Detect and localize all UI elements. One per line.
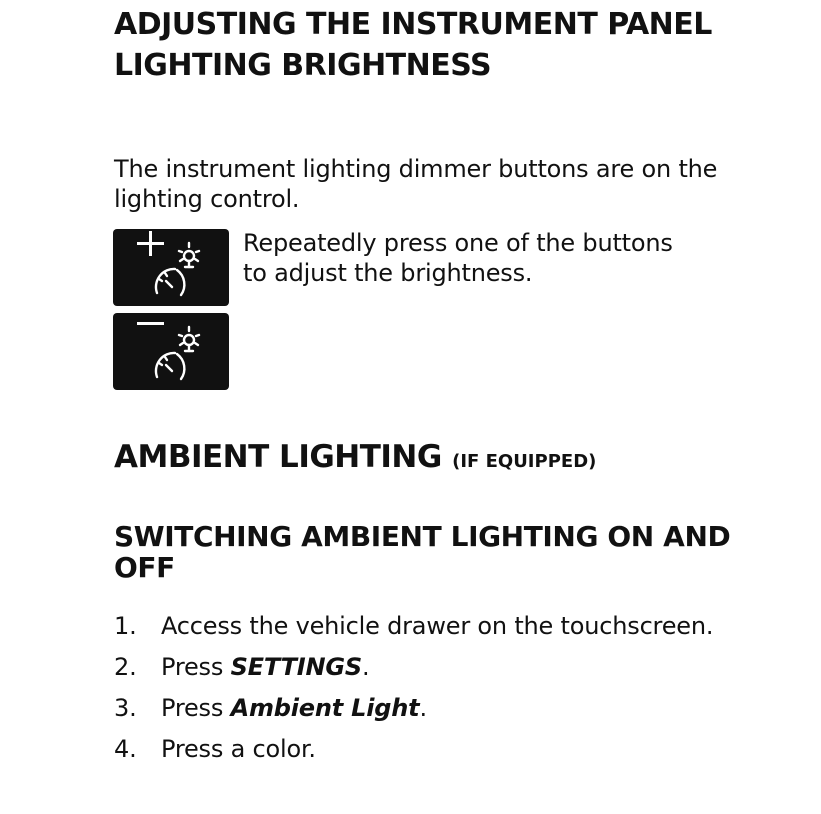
step-number: 2. (114, 653, 137, 681)
ambient-lighting-heading-main: AMBIENT LIGHTING (114, 439, 442, 475)
switching-ambient-heading: SWITCHING AMBIENT LIGHTING ON AND OFF (114, 520, 731, 584)
dimmer-increase-icon (113, 229, 229, 306)
if-equipped-note: (IF EQUIPPED) (452, 451, 597, 472)
step-number: 4. (114, 735, 137, 763)
step-prefix: Press (161, 653, 231, 681)
step-number: 1. (114, 612, 137, 640)
list-item (114, 611, 754, 641)
steps-list (114, 611, 754, 775)
list-item (114, 693, 754, 723)
settings-label: SETTINGS (230, 653, 362, 681)
step-text: Press a color. (161, 735, 316, 763)
intro-paragraph: The instrument lighting dimmer buttons are on the lighting control. (114, 155, 718, 213)
list-item (114, 652, 754, 682)
step-text: Access the vehicle drawer on the touchscreen. (161, 612, 714, 640)
step-prefix: Press (161, 694, 231, 722)
step-suffix: . (361, 653, 370, 681)
ambient-lighting-heading (114, 436, 764, 483)
list-item (114, 734, 754, 764)
step-number: 3. (114, 694, 137, 722)
page-title: ADJUSTING THE INSTRUMENT PANEL LIGHTING BRIGHTNESS (114, 7, 712, 83)
step-suffix: . (419, 694, 427, 722)
icon-caption: Repeatedly press one of the buttons to adjust the brightness. (243, 229, 673, 287)
ambient-light-label: Ambient Light (230, 694, 420, 722)
dimmer-decrease-icon (113, 313, 229, 390)
